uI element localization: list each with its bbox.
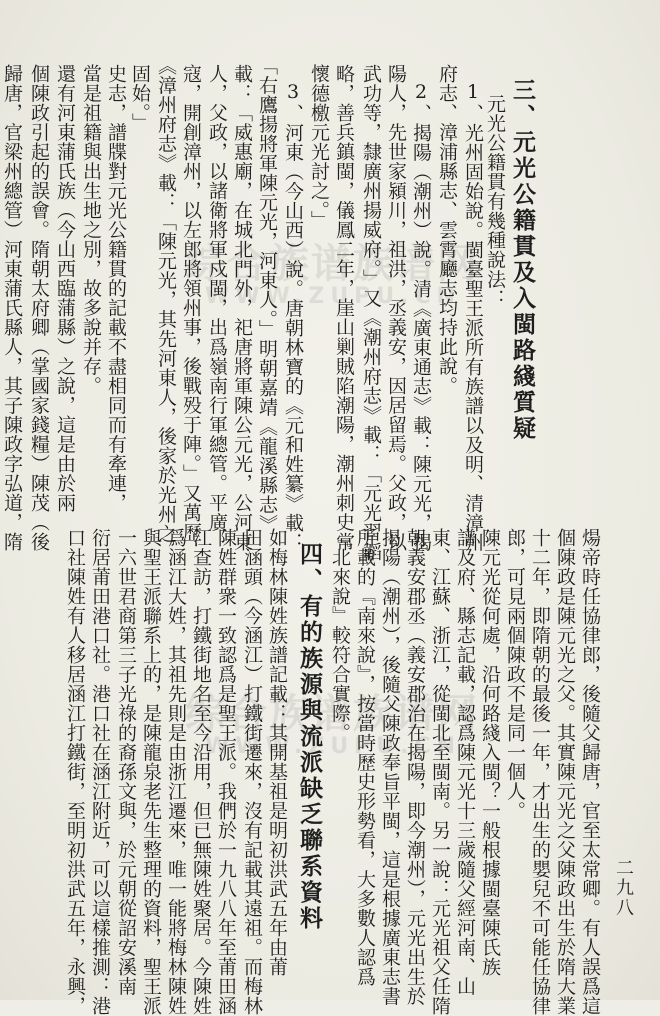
text-column: 史志，譜牒對元光公籍貫的記載不盡相同而有牽連， bbox=[105, 64, 127, 513]
text-column: 陳元光從何處，沿何路綫入閩？一般根據閩臺陳氏族 bbox=[479, 528, 501, 977]
text-column: 朝義安郡丞（義安郡治在揭陽，即今潮州），元光出生於 bbox=[404, 528, 426, 1006]
text-column: 寇，開創漳州，以左郎將領州事，後戰殁于陣。」又萬歷 bbox=[180, 64, 202, 542]
text-column: 衍居莆田港口社。港口社在涵江附近，可以這樣推測：港 bbox=[89, 528, 111, 1016]
section-heading: 四、有的族源與流派缺乏聯系資料 bbox=[296, 542, 323, 932]
text-column: 當是祖籍與出生地之別，故多說并存。 bbox=[80, 64, 102, 396]
page-number: 二九八 bbox=[613, 858, 634, 918]
watermark-url-top: WWW.ZUPU.CN bbox=[205, 284, 462, 309]
watermark-url-bottom: WWW.ZUPU.CN bbox=[205, 734, 462, 759]
text-column: 個陳政引起的誤會。隋朝太府卿（掌國家錢糧）陳茂（後 bbox=[28, 64, 50, 552]
text-column: 1、光州固始說。閩臺聖王派所有族譜以及明、清漳州 bbox=[462, 81, 484, 552]
text-column: 田涵頭（今涵江）打鐵街遷來，沒有記載其遠祖。而梅林 bbox=[241, 528, 263, 1016]
text-column: 所載的『南來說』，按當時歷史形勢看，大多數人認爲 bbox=[354, 528, 376, 987]
text-column: 略，善兵鎮閩，儀鳳二年，崖山剿賊陷潮陽，潮州刺史常 bbox=[333, 64, 355, 552]
text-column: 個陳政是陳元光之父。其實陳元光之父陳政出生於隋大業 bbox=[554, 528, 576, 1016]
text-column: 載：「威惠廟，在城北門外，祀唐將軍陳公元光，公河東 bbox=[231, 64, 253, 552]
section-heading: 三、元光公籍貫及入閩路綫質疑 bbox=[509, 78, 536, 442]
text-column: 歸唐，官梁州總管）河東蒲氏縣人，其子陳政字弘道，隋 bbox=[1, 64, 23, 552]
text-column: 元光公籍貫有幾種說法： bbox=[484, 94, 506, 309]
text-column: 如梅林陳姓族譜記載：其開基祖是明初洪武五年由莆 bbox=[266, 528, 288, 977]
text-column: 與聖王派聯系上的，是陳龍泉老先生整理的資料，聖王派 bbox=[140, 528, 162, 1016]
text-column: 武功等，隸廣州揚威府。」又《潮州府志》載：「元光習韜 bbox=[360, 64, 382, 562]
text-column: 江查訪，打鐵街地名至今沿用，但已無陳姓聚居。今陳姓 bbox=[190, 528, 212, 1016]
text-column: 東、江蘇、浙江，從閩北至閩南。另一說：元光祖父任隋 bbox=[429, 528, 451, 1016]
text-column: 府志、漳浦縣志、雲霄廳志均持此說。 bbox=[436, 64, 458, 396]
text-column: 懷德檄元光討之。」 bbox=[308, 64, 330, 230]
text-column: 口社陳姓有人移居涵江打鐵街，至明初洪武五年，永興， bbox=[64, 528, 86, 1016]
text-column: 《漳州府志》載：「陳元光，其先河東人，後家於光州之 bbox=[155, 56, 177, 544]
text-column: 十二年，即隋朝的最後一年，才出生的嬰兒不可能任協律 bbox=[529, 528, 551, 1016]
text-column: 還有河東蒲氏族（今山西臨蒲縣）之說，這是由於兩 bbox=[54, 64, 76, 513]
text-column: 郎，可見兩個陳政不是同一個人。 bbox=[504, 528, 526, 821]
text-column: 煬帝時任協律郎，後隨父歸唐，官至太常卿。有人誤爲這 bbox=[579, 528, 601, 1016]
text-column: 揭陽（潮州），後隨父陳政奉旨平閩，這是根據廣東志書 bbox=[379, 528, 401, 1006]
text-column: 2、揭陽（潮州）說。清《廣東通志》載：陳元光，揭 bbox=[410, 81, 432, 552]
text-column: 一六世君商第三子光祿的裔孫文與，於元朝從詔安溪南 bbox=[115, 528, 137, 996]
text-column: 陽人，先世家潁川，祖洪，丞義安，因居留焉。父政，以 bbox=[385, 64, 407, 552]
text-column: 3、河東（今山西）說。唐朝林寶的《元和姓纂》載： bbox=[282, 81, 304, 552]
text-column: 『北來說』較符合實際。 bbox=[329, 528, 351, 743]
text-column: 固始。」 bbox=[129, 64, 151, 133]
watermark-text-bottom: 综合族谱族谱网 bbox=[185, 691, 479, 737]
text-column: 陳姓群衆一致認爲是聖王派。我們於一九八八年至莆田涵 bbox=[215, 528, 237, 1016]
text-column: 譜及府、縣志記載，認爲陳元光十三歲隨父經河南、山 bbox=[454, 528, 476, 996]
text-column: 人，父政，以諸衛將軍戍閩，出爲嶺南行軍總管。平廣 bbox=[206, 64, 228, 532]
watermark-text-top: 综合族谱族谱网 bbox=[185, 241, 479, 287]
text-column: 「右鷹揚將軍陳元光，河東人。」明朝嘉靖《龍溪縣志》 bbox=[256, 56, 278, 534]
text-column: 爲涵江大姓，其祖先則是由浙江遷來，唯一能將梅林陳姓 bbox=[165, 528, 187, 1016]
